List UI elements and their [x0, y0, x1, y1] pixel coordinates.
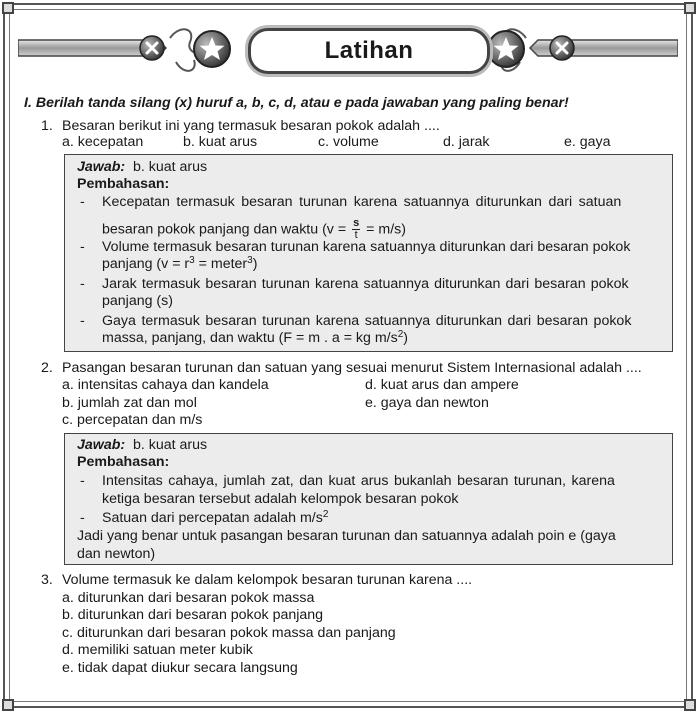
option-e: e. gaya	[564, 134, 611, 150]
discussion-text: = m/s)	[366, 221, 406, 238]
option-a: a. kecepatan	[62, 134, 144, 150]
bullet-dash: -	[80, 510, 85, 526]
exponent: 3	[189, 255, 195, 266]
denominator: t	[354, 229, 358, 241]
option-c: c. percepatan dan m/s	[62, 412, 203, 428]
bullet-dash: -	[80, 313, 85, 329]
exponent: 2	[322, 509, 329, 520]
discussion-text: Gaya termasuk besaran turunan karena satuannya diturunkan dari besaran pokok	[102, 313, 632, 329]
question-number: 1.	[41, 118, 53, 134]
discussion-formula	[102, 330, 408, 347]
discussion-text: Intensitas cahaya, jumlah zat, dan kuat arus bukanlah besaran turunan, karena	[102, 473, 615, 489]
option-a: a. intensitas cahaya dan kandela	[62, 377, 269, 393]
option-a: a. diturunkan dari besaran pokok massa	[62, 590, 315, 606]
discussion-text: = meter	[194, 256, 248, 272]
bullet-dash: -	[80, 473, 85, 489]
discussion-text: massa, panjang, dan waktu (F = m . a = kg m/s	[102, 330, 398, 346]
instruction: I. Berilah tanda silang (x) huruf a, b, c, d, atau e pada jawaban yang paling benar!	[24, 95, 569, 111]
discussion-label: Pembahasan:	[77, 454, 170, 470]
question-text: Pasangan besaran turunan dan satuan yang sesuai menurut Sistem Internasional adalah ....	[62, 360, 642, 376]
discussion-text: Volume termasuk besaran turunan karena satuannya diturunkan dari besaran pokok	[102, 239, 631, 255]
discussion-formula	[102, 218, 406, 241]
option-c: c. volume	[318, 134, 379, 150]
question-number: 3.	[41, 572, 53, 588]
option-d: d. kuat arus dan ampere	[365, 377, 519, 393]
answer-value: b. kuat arus	[133, 437, 208, 453]
bullet-dash: -	[80, 276, 85, 292]
discussion-formula	[102, 510, 328, 527]
option-b: b. diturunkan dari besaran pokok panjang	[62, 607, 324, 623]
option-d: d. jarak	[443, 134, 490, 150]
answer-label: Jawab:	[77, 437, 126, 453]
discussion-formula	[102, 256, 257, 273]
discussion-text: )	[252, 256, 258, 272]
page-title: Latihan	[248, 28, 490, 74]
numerator: s	[353, 217, 360, 229]
option-b: b. kuat arus	[183, 134, 258, 150]
answer-line	[77, 437, 207, 454]
discussion-text: Jarak termasuk besaran turunan karena satuannya diturunkan dari besaran pokok	[102, 276, 629, 292]
exponent: 3	[247, 255, 253, 266]
question-text: Besaran berikut ini yang termasuk besaran pokok adalah ....	[62, 118, 440, 134]
option-e: e. tidak dapat diukur secara langsung	[62, 660, 298, 676]
option-e: e. gaya dan newton	[365, 395, 489, 411]
conclusion-text: dan newton)	[77, 546, 156, 562]
bullet-dash: -	[80, 239, 85, 255]
option-c: c. diturunkan dari besaran pokok massa dan panjang	[62, 625, 396, 641]
question-number: 2.	[41, 360, 53, 376]
option-b: b. jumlah zat dan mol	[62, 395, 197, 411]
answer-line	[77, 159, 207, 176]
question-text: Volume termasuk ke dalam kelompok besaran turunan karena ....	[62, 572, 473, 588]
discussion-text: besaran pokok panjang dan waktu (v =	[102, 221, 347, 238]
option-d: d. memiliki satuan meter kubik	[62, 642, 253, 658]
discussion-text: panjang (s)	[102, 293, 173, 309]
discussion-label: Pembahasan:	[77, 176, 170, 192]
discussion-text: )	[403, 330, 409, 346]
fraction	[352, 218, 360, 241]
answer-label: Jawab:	[77, 159, 126, 175]
bullet-dash: -	[80, 194, 85, 210]
conclusion-text: Jadi yang benar untuk pasangan besaran turunan dan satuannya adalah poin e (gaya	[77, 528, 616, 544]
discussion-text: ketiga besaran tersebut adalah kelompok besaran pokok	[102, 491, 459, 507]
answer-value: b. kuat arus	[133, 159, 208, 175]
discussion-text: Kecepatan termasuk besaran turunan karena satuannya diturunkan dari satuan	[102, 194, 622, 210]
exponent: 2	[397, 329, 404, 340]
discussion-text: panjang (v = r	[102, 256, 190, 272]
discussion-text: Satuan dari percepatan adalah m/s	[102, 510, 323, 526]
